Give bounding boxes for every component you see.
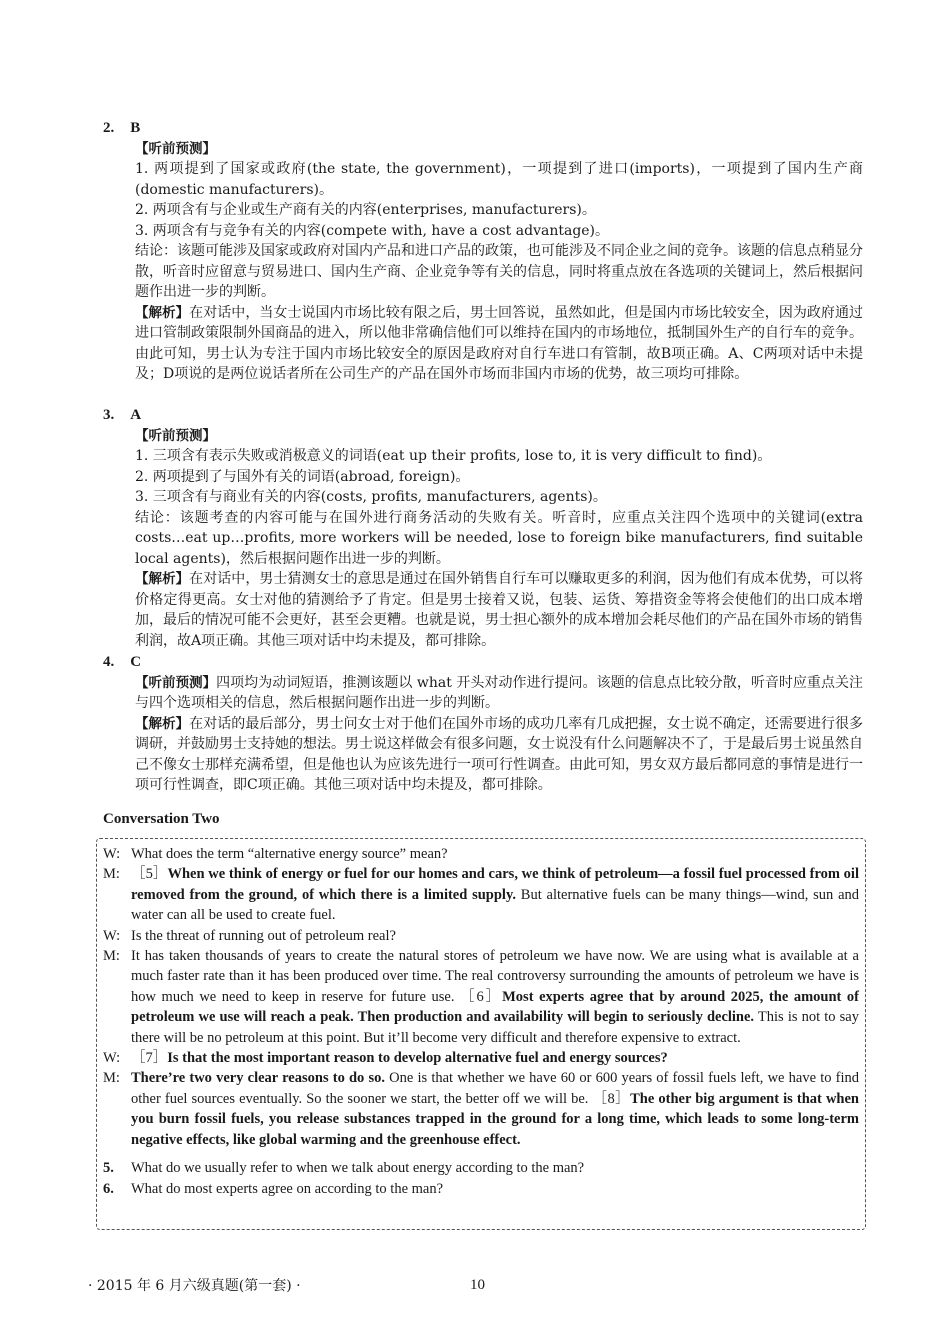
analysis-tag: 【解析】: [135, 715, 190, 732]
conversation-title: Conversation Two: [103, 811, 220, 827]
pre-listening-tag: 【听前预测】: [135, 674, 217, 691]
analysis-text: 在对话中，当女士说国内市场比较有限之后，男士回答说，虽然如此，但是国内市场比较安全，因为政府通过进口管制政策限制外国商品的进入，所以他非常确信他们可以维持在国内的市场地位，抵制国外生产的自行车的竞争。由此可知，男士认为专注于国内市场比较安全的原因是政府对自行车进口有管制，故B项正确。A、C两项对话中未提及；D项说的是两位说话者所在公司生产的产品在国外市场而非国内市场的优势，故三项均可排除。: [135, 304, 864, 382]
question-marker: ［5］: [131, 866, 168, 883]
dialogue-line: [103, 1068, 859, 1150]
answer-letter: A: [130, 407, 142, 423]
dialogue-line: [103, 946, 859, 1048]
key-sentence: Is that the most important reason to develop alternative fuel and energy sources?: [167, 1050, 668, 1067]
prediction-line: 3. 两项含有与竞争有关的内容(compete with, have a cost advantage)。: [135, 222, 610, 239]
speaker-label: W:: [103, 927, 121, 944]
footer-title: · 2015 年 6 月六级真题(第一套) ·: [88, 1278, 301, 1294]
plain-text: But alternative fuels can be many things—wind, sun and water can all be used to create fuel.: [131, 886, 860, 924]
prediction-conclusion: 结论：该题考查的内容可能与在国外进行商务活动的失败有关。听音时，应重点关注四个选项中的关键词(extra costs…eat up…profits, more workers will be needed, lose to foreign bike manufacturers, find suitable local agents)，然后根据问题作出进一步的判断。: [135, 509, 863, 567]
analysis-paragraph: [135, 569, 863, 651]
key-sentence: Most experts agree that by around 2025, the amount of petroleum we use will reach a peak. Then production and availability will begin to seriously decline.: [131, 988, 860, 1026]
question-3-header: [103, 405, 863, 426]
pre-listening-tag: 【听前预测】: [135, 427, 216, 444]
prediction-text: 四项均为动词短语，推测该题以 what 开头对动作进行提问。该题的信息点比较分散，听音时应重点关注与四个选项相关的信息，然后根据问题作出进一步的判断。: [135, 674, 864, 711]
plain-text: It has taken thousands of years to create the natural stores of petroleum we have now. We are using what is available at a much faster rate than it has been produced over time. The real controversy surrounding the amounts of petroleum we have is how much we need to keep in reserve for future use.: [131, 948, 859, 1005]
prediction-line: 3. 三项含有与商业有关的内容(costs, profits, manufacturers, agents)。: [135, 489, 607, 505]
key-sentence: The other big argument is that when you burn fossil fuels, you release substances trapped in the ground for a long time, which leads to some long-term negative effects, like global warming and the greenhouse effect.: [131, 1090, 860, 1148]
question-4-header: [103, 652, 863, 673]
question-text: What do we usually refer to when we talk about energy according to the man?: [131, 1160, 585, 1177]
analysis-paragraph: [135, 714, 863, 796]
dialogue-line: [103, 864, 859, 925]
analysis-tag: 【解析】: [135, 571, 190, 587]
question-number: 5.: [103, 1160, 114, 1177]
question-marker: ［6］: [460, 988, 503, 1005]
analysis-tag: 【解析】: [135, 304, 190, 321]
prediction-line: 1. 三项含有表示失败或消极意义的词语(eat up their profits, lose to, it is very difficult to find)。: [135, 448, 772, 464]
dialogue-text: [131, 864, 859, 925]
speaker-label: M:: [103, 1070, 120, 1087]
question-number: 4.: [103, 654, 115, 670]
prediction-line: 1. 两项提到了国家或政府(the state, the government)，一项提到了进口(imports)，一项提到了国内生产商(domestic manufacturers)。: [135, 161, 863, 198]
listening-question: [103, 1179, 859, 1199]
dialogue-text: [131, 946, 859, 1048]
dialogue-text: Is the threat of running out of petroleum real?: [131, 927, 396, 944]
answer-letter: C: [130, 654, 142, 670]
question-number: 2.: [103, 120, 115, 136]
prediction-line: 2. 两项含有与企业或生产商有关的内容(enterprises, manufacturers)。: [135, 202, 596, 218]
prediction-line: 2. 两项提到了与国外有关的词语(abroad, foreign)。: [135, 468, 470, 485]
prediction-paragraph: [135, 673, 863, 714]
plain-text: This is not to say there will be no petroleum at this point. But it’ll become very difficult and therefore expensive to extract.: [131, 1009, 859, 1046]
speaker-label: W:: [103, 1050, 121, 1067]
analysis-text: 在对话的最后部分，男士问女士对于他们在国外市场的成功几率有几成把握，女士说不确定，还需要进行很多调研，并鼓励男士支持她的想法。男士说这样做会有很多问题，女士说没有什么问题解决不了，于是最后男士说虽然自己不像女士那样充满希望，但是他也认为应该先进行一项可行性调查。由此可知，男女双方最后都同意的事情是进行一项可行性调查，即C项正确。其他三项对话中均未提及，都可排除。: [135, 715, 864, 793]
dialogue-line: [103, 1048, 859, 1068]
analysis-text: 在对话中，男士猜测女士的意思是通过在国外销售自行车可以赚取更多的利润，因为他们有成本优势，可以将价格定得更高。女士对他的猜测给予了肯定。但是男士接着又说，包装、运货、筹措资金等将会使他们的出口成本增加，最后的情况可能不会更好，甚至会更糟。也就是说，男士担心额外的成本增加会耗尽他们的产品在国外市场的销售利润，故A项正确。其他三项对话中均未提及，都可排除。: [135, 571, 864, 649]
question-number: 6.: [103, 1180, 114, 1197]
question-2-block: [103, 118, 863, 385]
pre-listening-tag: 【听前预测】: [135, 140, 216, 157]
transcript-box: [96, 838, 866, 1230]
listening-question: [103, 1158, 859, 1178]
dialogue-text: [131, 1048, 859, 1068]
speaker-label: M:: [103, 866, 120, 883]
dialogue-text: What does the term “alternative energy source” mean?: [131, 846, 448, 862]
dialogue-line: [103, 844, 859, 864]
key-sentence: There’re two very clear reasons to do so.: [131, 1070, 385, 1087]
prediction-conclusion: 结论：该题可能涉及国家或政府对国内产品和进口产品的政策，也可能涉及不同企业之间的竞争。该题的信息点稍显分散，听音时应留意与贸易进口、国内生产商、企业竞争等有关的信息，同时将重点放在各选项的关键词上，然后根据问题作出进一步的判断。: [135, 243, 863, 300]
question-number: 3.: [103, 407, 115, 423]
dialogue-line: [103, 926, 859, 946]
analysis-paragraph: [135, 303, 863, 385]
question-text: What do most experts agree on according to the man?: [131, 1180, 444, 1197]
question-4-block: [103, 652, 863, 796]
question-marker: ［8］: [592, 1090, 631, 1107]
page-number: 10: [470, 1277, 485, 1293]
plain-text: One is that whether we have 60 or 600 years of fossil fuels left, we have to find other fuel sources eventually. So the sooner we start, the better off we will be.: [131, 1070, 859, 1107]
dialogue-text: [131, 1068, 859, 1150]
speaker-label: M:: [103, 948, 120, 965]
key-sentence: When we think of energy or fuel for our homes and cars, we think of petroleum—a fossil fuel processed from oil removed from the ground, of which there is a limited supply.: [131, 866, 859, 903]
answer-letter: B: [130, 120, 141, 136]
question-3-block: [103, 405, 863, 651]
question-marker: ［7］: [131, 1050, 168, 1067]
speaker-label: W:: [103, 846, 121, 862]
question-2-header: [103, 118, 863, 139]
